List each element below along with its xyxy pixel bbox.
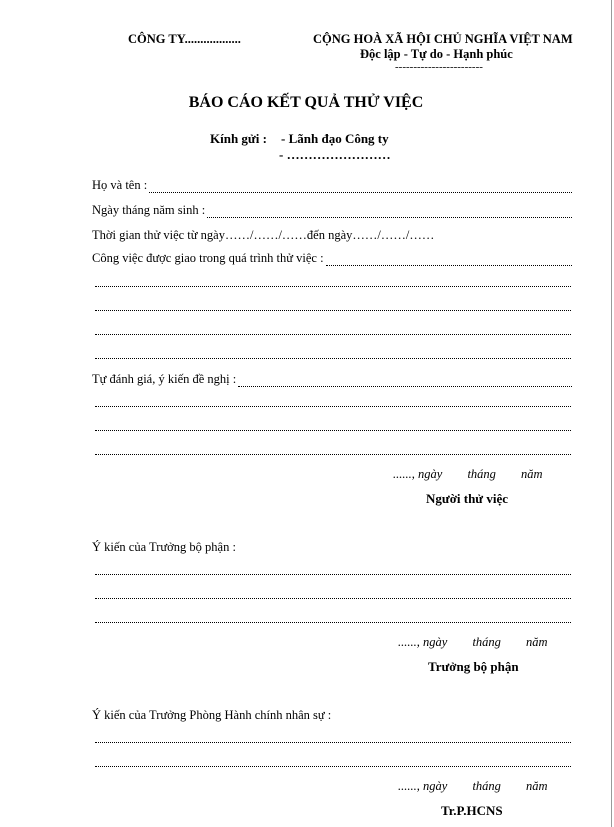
blank-line bbox=[95, 766, 571, 767]
signature-employee: Người thử việc bbox=[426, 491, 509, 506]
field-date-of-birth-blank bbox=[207, 206, 572, 218]
field-self-evaluation bbox=[92, 371, 572, 387]
date-month: tháng bbox=[467, 467, 496, 481]
field-assigned-tasks bbox=[92, 250, 572, 266]
field-date-of-birth-label: Ngày tháng năm sinh : bbox=[92, 203, 206, 217]
blank-line bbox=[95, 358, 571, 359]
date-month: tháng bbox=[472, 635, 501, 649]
recipient-line-2: - …………………… bbox=[279, 147, 391, 162]
date-day: ......, ngày bbox=[393, 467, 443, 481]
blank-line bbox=[95, 622, 571, 623]
national-motto: Độc lập - Tự do - Hạnh phúc bbox=[360, 47, 513, 61]
field-probation-period: Thời gian thử việc từ ngày……/……/……đến ngày……/……/…… bbox=[92, 228, 435, 242]
date-year: năm bbox=[526, 635, 548, 649]
date-day: ......, ngày bbox=[398, 635, 448, 649]
date-line-dept-head bbox=[398, 635, 548, 650]
blank-line bbox=[95, 742, 571, 743]
date-year: năm bbox=[521, 467, 543, 481]
opinion-dept-head-label: Ý kiến của Trưởng bộ phận : bbox=[92, 540, 236, 554]
signature-hr-head: Tr.P.HCNS bbox=[441, 803, 503, 818]
date-line-hr-head bbox=[398, 779, 548, 794]
field-full-name-label: Họ và tên : bbox=[92, 178, 148, 192]
blank-line bbox=[95, 334, 571, 335]
date-year: năm bbox=[526, 779, 548, 793]
date-day: ......, ngày bbox=[398, 779, 448, 793]
field-full-name bbox=[92, 177, 572, 193]
field-self-evaluation-blank bbox=[238, 375, 572, 387]
signature-dept-head: Trưởng bộ phận bbox=[428, 659, 519, 674]
blank-line bbox=[95, 454, 571, 455]
blank-line bbox=[95, 598, 571, 599]
date-month: tháng bbox=[472, 779, 501, 793]
blank-line bbox=[95, 310, 571, 311]
blank-line bbox=[95, 406, 571, 407]
recipient-line-1: - Lãnh đạo Công ty bbox=[281, 131, 389, 146]
date-line-employee bbox=[393, 467, 543, 482]
company-name: CÔNG TY.................. bbox=[128, 32, 241, 46]
field-self-evaluation-label: Tự đánh giá, ý kiến đề nghị : bbox=[92, 372, 237, 386]
blank-line bbox=[95, 430, 571, 431]
motto-underline: ------------------------ bbox=[395, 61, 483, 73]
field-assigned-tasks-label: Công việc được giao trong quá trình thử việc : bbox=[92, 251, 324, 265]
opinion-hr-head-label: Ý kiến của Trưởng Phòng Hành chính nhân sự : bbox=[92, 708, 332, 722]
document-title: BÁO CÁO KẾT QUẢ THỬ VIỆC bbox=[188, 94, 424, 111]
field-date-of-birth bbox=[92, 202, 572, 218]
field-full-name-blank bbox=[149, 181, 572, 193]
nation-title: CỘNG HOÀ XÃ HỘI CHỦ NGHĨA VIỆT NAM bbox=[313, 32, 573, 46]
blank-line bbox=[95, 286, 571, 287]
blank-line bbox=[95, 574, 571, 575]
recipient-label: Kính gửi : bbox=[210, 131, 267, 146]
field-assigned-tasks-blank bbox=[326, 254, 572, 266]
